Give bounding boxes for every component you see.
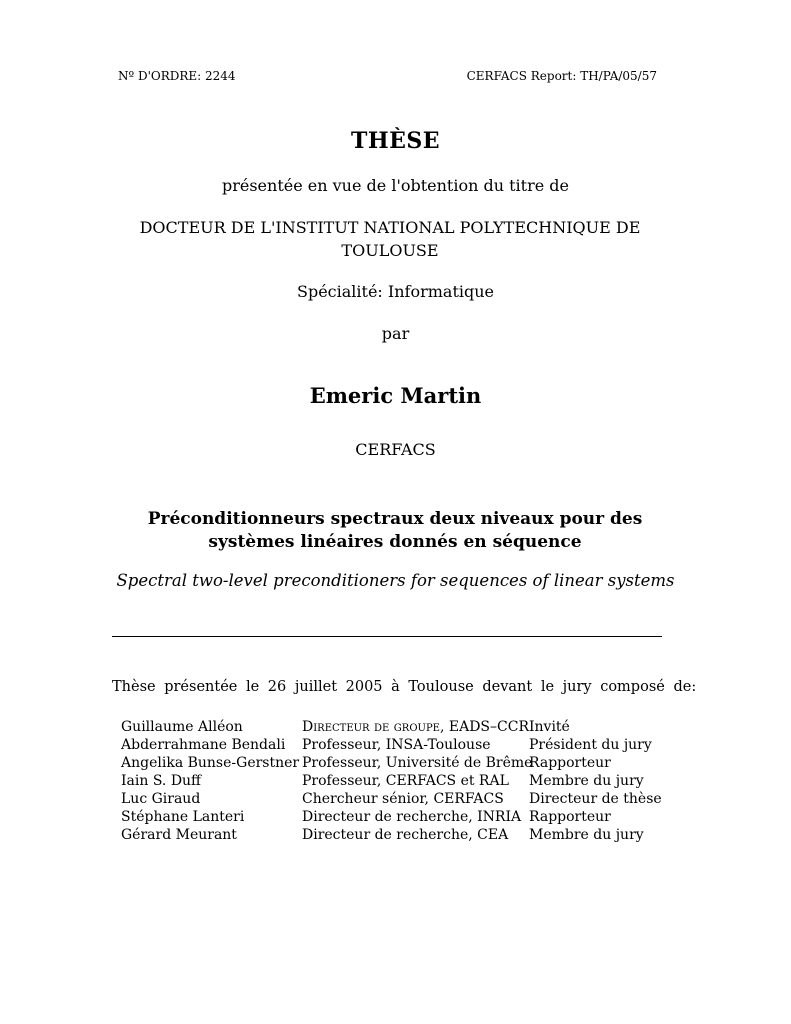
jury-role: Invité <box>529 719 570 735</box>
jury-role: Membre du jury <box>529 827 644 843</box>
by-line: par <box>381 324 410 343</box>
jury-position: Directeur de recherche, CEA <box>302 827 509 843</box>
author-name: Emeric Martin <box>309 383 482 408</box>
jury-name: Guillaume Alléon <box>121 719 243 735</box>
order-number: Nº D'ORDRE: 2244 <box>118 69 236 83</box>
report-number: CERFACS Report: TH/PA/05/57 <box>466 69 657 83</box>
jury-position: Professeur, Université de Brême <box>302 755 533 771</box>
defense-statement: Thèse présentée le 26 juillet 2005 à Toulouse devant le jury composé de: <box>112 679 697 695</box>
degree-title: DOCTEUR DE L'INSTITUT NATIONAL POLYTECHNIQUE DE TOULOUSE <box>139 218 641 260</box>
jury-row <box>121 754 681 772</box>
jury-position: Chercheur sénior, CERFACS <box>302 791 504 807</box>
thesis-title-french: Préconditionneurs spectraux deux niveaux pour des systèmes linéaires donnés en séquence <box>147 509 643 552</box>
jury-role: Rapporteur <box>529 755 611 771</box>
jury-position: Professeur, INSA-Toulouse <box>302 737 491 753</box>
jury-row <box>121 790 681 808</box>
author-affiliation: CERFACS <box>355 440 436 459</box>
jury-name: Abderrahmane Bendali <box>121 737 286 753</box>
specialty-line: Spécialité: Informatique <box>297 282 494 301</box>
jury-role: Rapporteur <box>529 809 611 825</box>
document-title: THÈSE <box>350 128 441 154</box>
jury-name: Angelika Bunse-Gerstner <box>121 755 300 771</box>
jury-position: Directeur de recherche, INRIA <box>302 809 522 825</box>
jury-name: Gérard Meurant <box>121 827 237 843</box>
jury-row <box>121 808 681 826</box>
jury-position: Directeur de groupe, EADS–CCR <box>302 719 529 735</box>
jury-table <box>121 718 681 844</box>
horizontal-rule <box>112 636 662 637</box>
jury-role: Membre du jury <box>529 773 644 789</box>
jury-name: Stéphane Lanteri <box>121 809 245 825</box>
jury-position: Professeur, CERFACS et RAL <box>302 773 509 789</box>
jury-role: Directeur de thèse <box>529 791 662 807</box>
jury-row <box>121 826 681 844</box>
jury-row <box>121 772 681 790</box>
thesis-title-english: Spectral two-level preconditioners for sequences of linear systems <box>116 571 675 590</box>
presented-line: présentée en vue de l'obtention du titre de <box>221 176 570 195</box>
jury-row <box>121 736 681 754</box>
jury-name: Luc Giraud <box>121 791 201 807</box>
jury-role: Président du jury <box>529 737 652 753</box>
jury-row <box>121 718 681 736</box>
jury-name: Iain S. Duff <box>121 773 202 789</box>
